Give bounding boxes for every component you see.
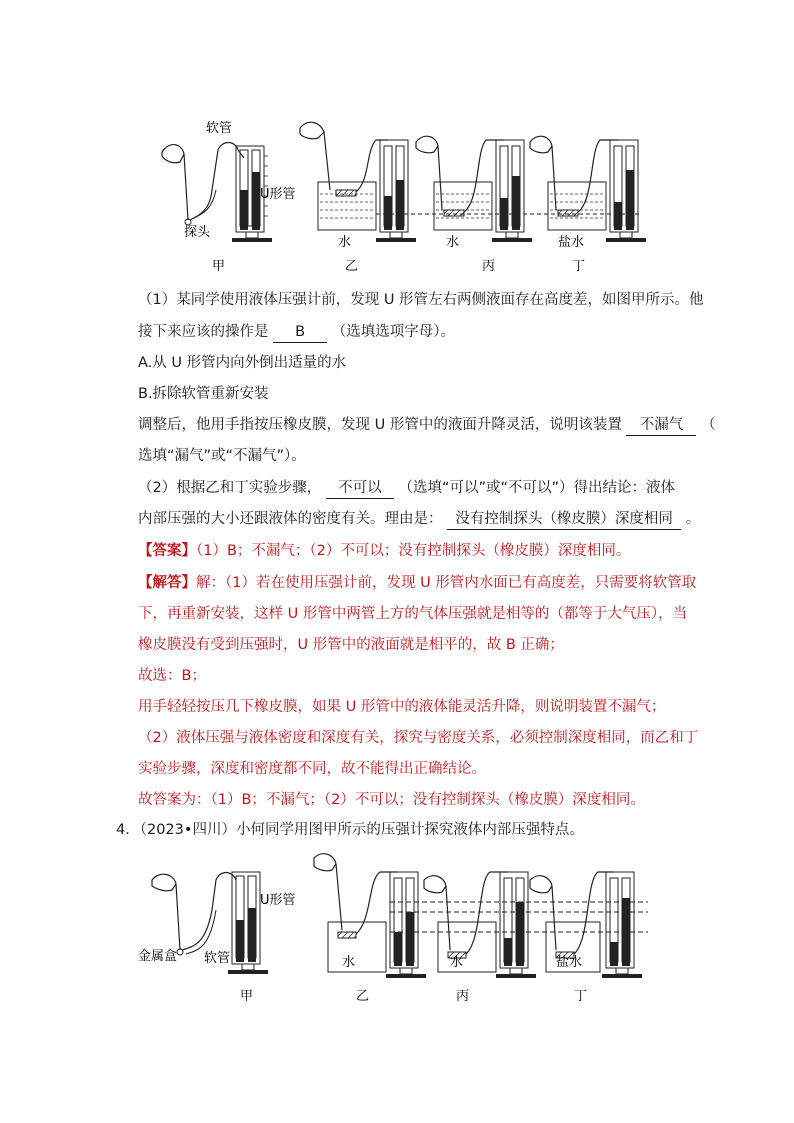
q2-line1-pre: （2）根据乙和丁实验步骤， (138, 480, 322, 496)
apparatus2-yi (314, 854, 426, 978)
vessel-label-2: 水 (446, 235, 460, 250)
figure-1 (140, 110, 660, 280)
question-4 (116, 820, 584, 840)
q1-line2 (138, 322, 455, 343)
q2-line1 (138, 478, 675, 499)
apparatus2-ding (530, 872, 642, 978)
q1-line2-post: （选填选项字母）。 (331, 324, 455, 340)
vessel-label-1: 水 (338, 235, 352, 250)
vessel2-label-2: 水 (450, 955, 464, 970)
answer-blank-4: 没有控制探头（橡皮膜）深度相同 (447, 509, 681, 530)
caption2-yi: 乙 (356, 989, 370, 1004)
analysis-line2: 下，再重新安装，这样 U 形管中两管上方的气体压强就是相等的（都等于大气压），当 (138, 606, 688, 622)
label-hose: 软管 (206, 121, 233, 136)
vessel2-label-1: 水 (342, 955, 356, 970)
apparatus2-bing (424, 872, 536, 978)
analysis-line3: 橡皮膜没有受到压强时，U 形管中的液面就是相平的，故 B 正确； (138, 637, 564, 653)
caption2-bing: 丙 (456, 989, 470, 1004)
analysis-line1-text: 解：（1）若在使用压强计前，发现 U 形管内水面已有高度差，只需要将软管取 (196, 575, 697, 591)
analysis-line1 (138, 573, 696, 593)
figure-2 (136, 850, 656, 1010)
q2-line2-pre: 内部压强的大小还跟液体的密度有关。理由是： (138, 511, 443, 527)
answer-line (138, 541, 630, 561)
q1-line3-post: （ (701, 417, 716, 433)
caption-bing: 丙 (482, 259, 496, 274)
option-b: B.拆除软管重新安装 (138, 386, 269, 402)
vessel2-label-3: 盐水 (556, 955, 583, 970)
apparatus-yi (300, 122, 416, 242)
q1-line4: 选填“漏气”或“不漏气”）。 (138, 448, 306, 464)
q2-line1-post: （选填“可以”或“不可以”）得出结论：液体 (398, 480, 675, 496)
label-probe: 探头 (184, 225, 211, 240)
apparatus-jia (162, 143, 272, 243)
q2-line2 (138, 509, 700, 530)
option-a: A.从 U 形管内向外倒出适量的水 (138, 355, 347, 371)
caption2-ding: 丁 (574, 989, 588, 1004)
question-4-text: （2023•四川）小何同学用图甲所示的压强计探究液体内部压强特点。 (139, 822, 584, 838)
q1-line1: （1）某同学使用液体压强计前，发现 U 形管左右两侧液面存在高度差，如图甲所示。他 (138, 292, 704, 308)
answer-text: （1）B；不漏气；（2）不可以；没有控制探头（橡皮膜）深度相同。 (196, 543, 631, 559)
label2-hose: 软管 (204, 951, 231, 966)
caption-jia: 甲 (212, 259, 226, 274)
question-4-number: 4． (116, 822, 140, 838)
label2-utube: U形管 (260, 893, 296, 908)
analysis-line7: 实验步骤，深度和密度都不同，故不能得出正确结论。 (138, 761, 486, 777)
q1-line2-pre: 接下来应该的操作是 (138, 324, 269, 340)
caption-ding: 丁 (572, 259, 586, 274)
label2-box: 金属盒 (138, 949, 178, 964)
vessel-label-3: 盐水 (558, 235, 585, 250)
caption-yi: 乙 (345, 259, 359, 274)
answer-blank-2: 不漏气 (626, 415, 696, 436)
apparatus-ding (530, 136, 646, 242)
q2-line2-post: 。 (685, 511, 701, 527)
answer-tag: 【答案】 (138, 543, 196, 559)
analysis-line4: 故选：B； (138, 668, 206, 684)
label-utube: U形管 (260, 187, 296, 202)
apparatus-bing (416, 136, 532, 242)
analysis-line8: 故答案为：（1）B；不漏气；（2）不可以；没有控制探头（橡皮膜）深度相同。 (138, 792, 645, 808)
answer-blank-3: 不可以 (326, 478, 394, 499)
q1-line3 (138, 415, 716, 436)
answer-blank-1: B (273, 322, 327, 343)
q1-line3-pre: 调整后，他用手指按压橡皮膜，发现 U 形管中的液面升降灵活，说明该装置 (138, 417, 622, 433)
analysis-line5: 用手轻轻按压几下橡皮膜，如果 U 形管中的液体能灵活升降，则说明装置不漏气； (138, 699, 666, 715)
caption2-jia: 甲 (240, 989, 254, 1004)
analysis-tag: 【解答】 (138, 575, 196, 591)
analysis-line6: （2）液体压强与液体密度和深度有关，探究与密度关系，必须控制深度相同，而乙和丁 (138, 730, 699, 746)
